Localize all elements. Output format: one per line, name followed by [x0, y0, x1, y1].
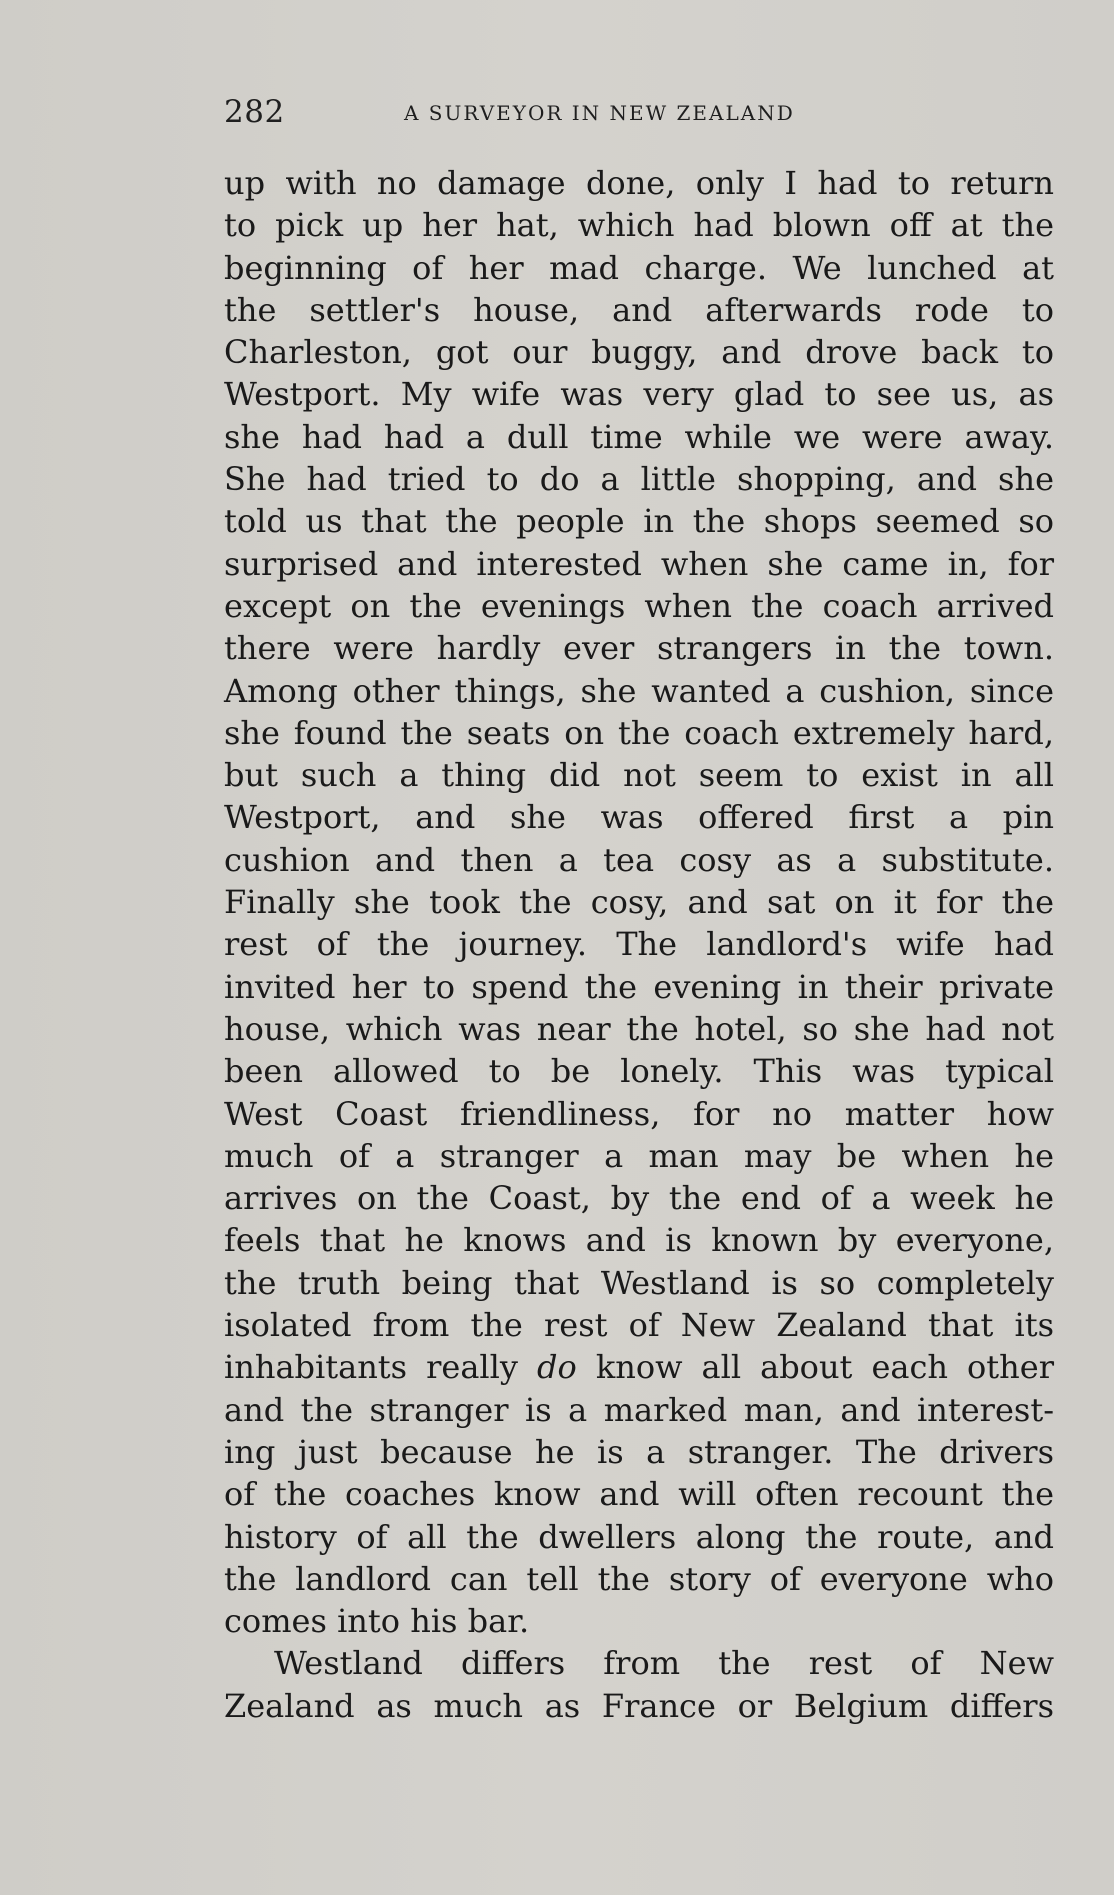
text-line: to pick up her hat, which had blown off at the	[224, 206, 1054, 245]
page-number: 282	[224, 94, 285, 130]
text-line: cushion and then a tea cosy as a substitute.	[224, 840, 1054, 879]
text-line: of the coaches know and will often recount the	[224, 1475, 1054, 1514]
text-line: Westport. My wife was very glad to see us, as	[224, 375, 1054, 414]
text-line: the truth being that Westland is so completely	[224, 1263, 1054, 1302]
text-line: she found the seats on the coach extremely hard,	[224, 713, 1054, 752]
text-line: Westport, and she was offered first a pin	[224, 798, 1054, 837]
text-line: house, which was near the hotel, so she had not	[224, 1009, 1054, 1048]
text-line: beginning of her mad charge. We lunched at	[224, 248, 1054, 287]
page-header	[224, 94, 1054, 134]
text-line: invited her to spend the evening in their private	[224, 967, 1054, 1006]
text-segment: inhabitants really	[224, 1348, 538, 1387]
italic-emphasis: do	[537, 1348, 577, 1387]
text-line: there were hardly ever strangers in the town.	[224, 629, 1054, 668]
text-line: surprised and interested when she came in, for	[224, 544, 1054, 583]
text-line: Charleston, got our buggy, and drove back to	[224, 333, 1054, 372]
text-line: Zealand as much as France or Belgium differs	[224, 1686, 1054, 1725]
text-line-with-emphasis	[224, 1346, 1054, 1388]
text-line: the settler's house, and afterwards rode to	[224, 290, 1054, 329]
text-line: the landlord can tell the story of everyone who	[224, 1559, 1054, 1598]
text-line: Finally she took the cosy, and sat on it for the	[224, 883, 1054, 922]
text-line: ing just because he is a stranger. The drivers	[224, 1432, 1054, 1471]
text-line: she had had a dull time while we were away.	[224, 417, 1054, 456]
text-segment: know all about each other	[576, 1348, 1055, 1387]
paragraph-end-line: comes into his bar.	[224, 1602, 530, 1641]
text-line: and the stranger is a marked man, and interest-	[224, 1390, 1054, 1429]
text-line: been allowed to be lonely. This was typical	[224, 1052, 1054, 1091]
paragraph-start-line: Westland differs from the rest of New	[274, 1644, 1054, 1683]
text-line: Among other things, she wanted a cushion, since	[224, 671, 1054, 710]
text-line: history of all the dwellers along the route, and	[224, 1517, 1054, 1556]
text-line: She had tried to do a little shopping, and she	[224, 460, 1054, 499]
text-line: but such a thing did not seem to exist in all	[224, 756, 1054, 795]
text-line: isolated from the rest of New Zealand that its	[224, 1306, 1054, 1345]
text-line: West Coast friendliness, for no matter how	[224, 1094, 1054, 1133]
text-line: feels that he knows and is known by everyone,	[224, 1221, 1054, 1260]
text-line: up with no damage done, only I had to return	[224, 164, 1054, 202]
text-line: much of a stranger a man may be when he	[224, 1136, 1054, 1175]
body-text	[224, 162, 1054, 1727]
text-line: rest of the journey. The landlord's wife had	[224, 925, 1054, 964]
running-title: A SURVEYOR IN NEW ZEALAND	[404, 101, 795, 125]
text-line: told us that the people in the shops seemed so	[224, 502, 1054, 541]
text-line: arrives on the Coast, by the end of a week he	[224, 1179, 1054, 1218]
text-line: except on the evenings when the coach arrived	[224, 586, 1054, 625]
